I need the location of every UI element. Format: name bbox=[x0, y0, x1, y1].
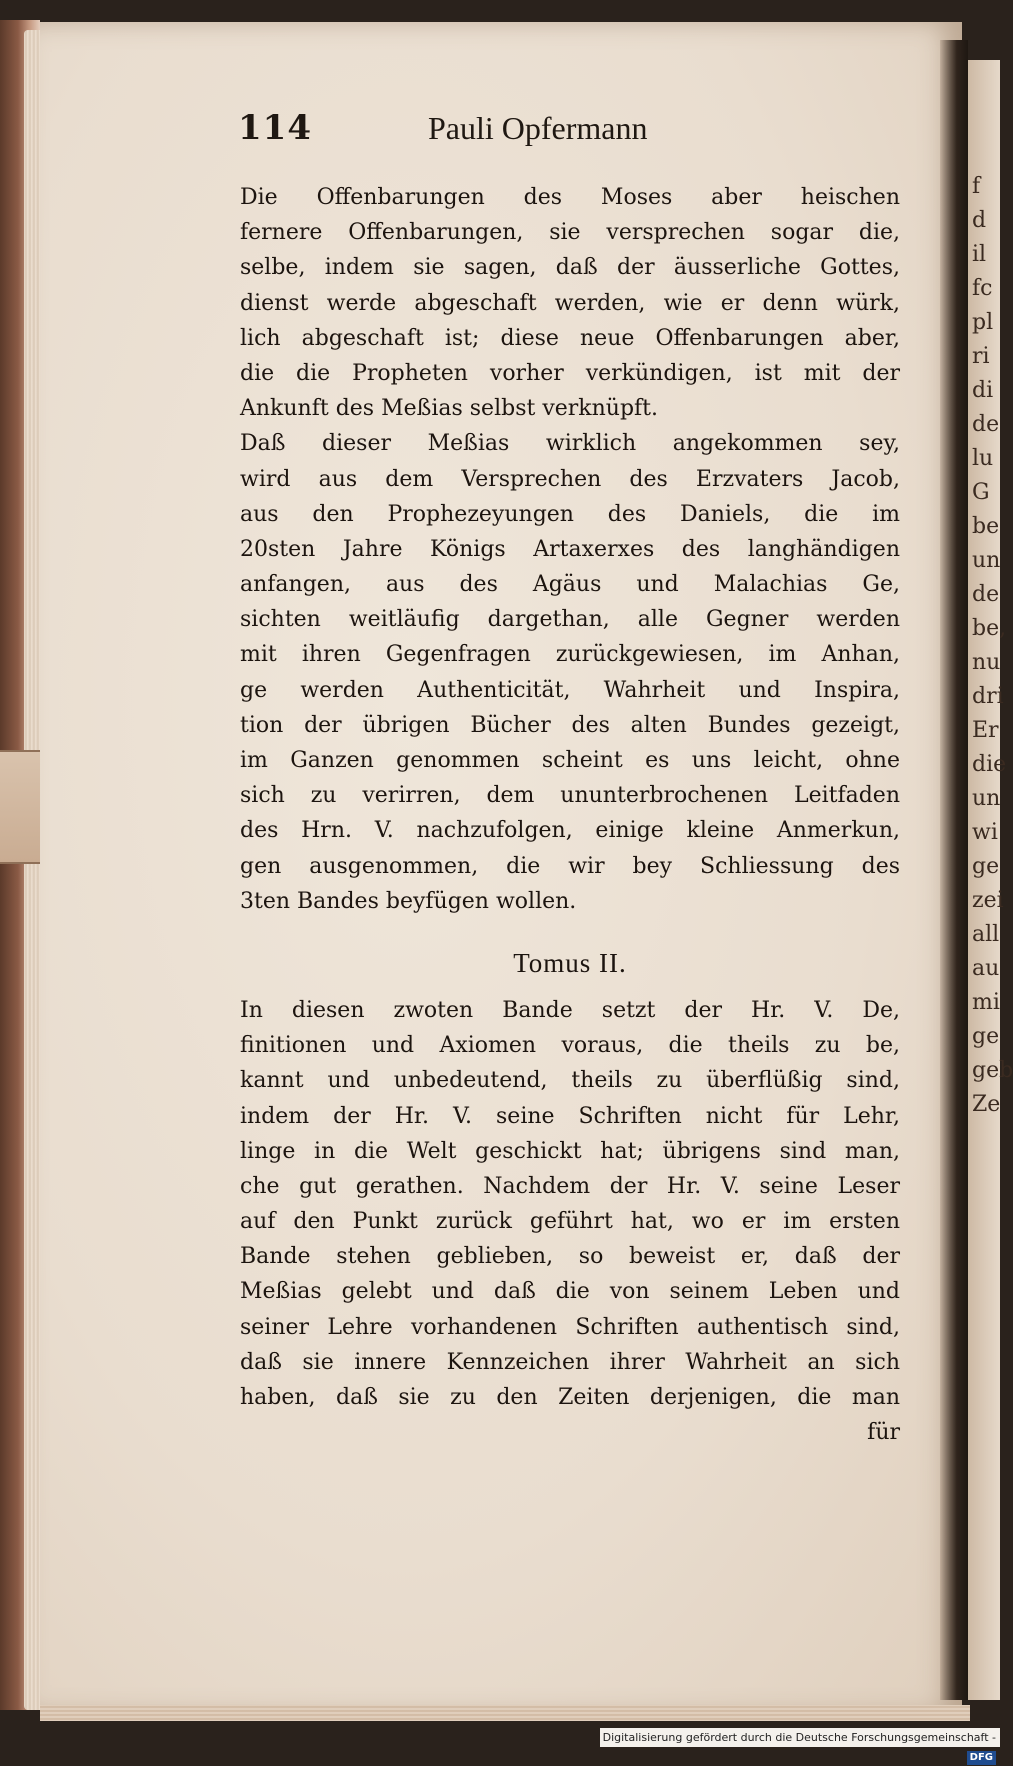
running-title: Pauli Opfermann bbox=[428, 110, 648, 146]
adjacent-page-fragment: dri bbox=[972, 684, 1004, 709]
adjacent-page-fragment: lu bbox=[972, 446, 994, 471]
text-line: kannt und unbedeutend, theils zu überflüßig sind, bbox=[240, 1068, 900, 1094]
main-text bbox=[240, 180, 900, 1450]
adjacent-page-fragment: d bbox=[972, 208, 987, 233]
page-edges-bottom bbox=[40, 1705, 970, 1721]
text-line: fernere Offenbarungen, sie versprechen sogar die, bbox=[240, 220, 900, 246]
text-line: daß sie innere Kennzeichen ihrer Wahrheit an sich bbox=[240, 1349, 900, 1375]
text-line: selbe, indem sie sagen, daß der äusserliche Gottes, bbox=[240, 255, 900, 281]
text-line: auf den Punkt zurück geführt hat, wo er im ersten bbox=[240, 1209, 900, 1235]
adjacent-page-fragment: all bbox=[972, 922, 1000, 947]
text-line: tion der übrigen Bücher des alten Bundes gezeigt, bbox=[240, 712, 900, 738]
text-line: Meßias gelebt und daß die von seinem Leben und bbox=[240, 1279, 900, 1305]
adjacent-page-fragment: geb bbox=[972, 1058, 1013, 1083]
adjacent-page-fragment: au bbox=[972, 956, 1000, 981]
paragraph-2 bbox=[240, 426, 900, 919]
paragraph-1 bbox=[240, 180, 900, 426]
section-heading: Tomus II. bbox=[513, 947, 627, 978]
text-line: In diesen zwoten Bande setzt der Hr. V. De, bbox=[240, 997, 900, 1023]
text-line: finitionen und Axiomen voraus, die theils zu be, bbox=[240, 1033, 900, 1059]
adjacent-page-text bbox=[968, 60, 1013, 1122]
adjacent-page-fragment: de bbox=[972, 412, 1000, 437]
text-line: Bande stehen geblieben, so beweist er, daß der bbox=[240, 1244, 900, 1270]
text-line: indem der Hr. V. seine Schriften nicht für Lehr, bbox=[240, 1103, 900, 1129]
adjacent-page-fragment: Ze bbox=[972, 1092, 1001, 1117]
footer-credit bbox=[600, 1728, 1000, 1763]
footer-credit-text: Digitalisierung gefördert durch die Deutsche Forschungsgemeinschaft - bbox=[602, 1731, 996, 1744]
text-line: seiner Lehre vorhandenen Schriften authentisch sind, bbox=[240, 1314, 900, 1340]
text-line: Daß dieser Meßias wirklich angekommen sey, bbox=[240, 431, 900, 457]
text-line: anfangen, aus des Agäus und Malachias Ge, bbox=[240, 572, 900, 598]
text-line: sich zu verirren, dem ununterbrochenen Leitfaden bbox=[240, 783, 900, 809]
adjacent-page-fragment: be, bbox=[972, 616, 1007, 641]
text-line: gen ausgenommen, die wir bey Schliessung des bbox=[240, 853, 900, 879]
paragraph-3 bbox=[240, 993, 900, 1415]
adjacent-page-fragment: die bbox=[972, 752, 1007, 777]
adjacent-page-fragment: f bbox=[972, 174, 981, 199]
adjacent-page-fragment: nu bbox=[972, 650, 1001, 675]
adjacent-page-edge bbox=[968, 60, 1013, 1700]
adjacent-page-fragment: il bbox=[972, 242, 987, 267]
text-line: wird aus dem Versprechen des Erzvaters Jacob, bbox=[240, 466, 900, 492]
adjacent-page-fragment: fc bbox=[972, 276, 993, 301]
adjacent-page-fragment: zei bbox=[972, 888, 1004, 913]
text-line: linge in die Welt geschickt hat; übrigens sind man, bbox=[240, 1138, 900, 1164]
text-line: che gut gerathen. Nachdem der Hr. V. seine Leser bbox=[240, 1173, 900, 1199]
text-line: dienst werde abgeschaft werden, wie er denn würk, bbox=[240, 290, 900, 316]
page-header bbox=[238, 108, 908, 158]
text-line: sichten weitläufig dargethan, alle Gegner werden bbox=[240, 607, 900, 633]
adjacent-page-fragment: un bbox=[972, 786, 1001, 811]
adjacent-page-fragment: be bbox=[972, 514, 1000, 539]
page-number: 114 bbox=[238, 108, 312, 148]
text-line: 20sten Jahre Königs Artaxerxes des langhändigen bbox=[240, 536, 900, 562]
text-line: 3ten Bandes beyfügen wollen. bbox=[240, 888, 577, 914]
dfg-logo: DFG bbox=[967, 1751, 996, 1765]
text-line: mit ihren Gegenfragen zurückgewiesen, im Anhan, bbox=[240, 642, 900, 668]
adjacent-page-fragment: ge bbox=[972, 854, 1000, 879]
adjacent-page-fragment: ri bbox=[972, 344, 990, 369]
text-line: Ankunft des Meßias selbst verknüpft. bbox=[240, 396, 659, 422]
adjacent-page-fragment: ge bbox=[972, 1024, 1000, 1049]
text-line: des Hrn. V. nachzufolgen, einige kleine Anmerkun, bbox=[240, 818, 900, 844]
text-line: ge werden Authenticität, Wahrheit und Inspira, bbox=[240, 677, 900, 703]
text-line: die die Propheten vorher verkündigen, ist mit der bbox=[240, 360, 900, 386]
adjacent-page-fragment: Er bbox=[972, 718, 999, 743]
adjacent-page-fragment: pl bbox=[972, 310, 994, 335]
text-line: haben, daß sie zu den Zeiten derjenigen, die man bbox=[240, 1385, 900, 1410]
adjacent-page-fragment: di bbox=[972, 378, 994, 403]
adjacent-page-fragment: de bbox=[972, 582, 1000, 607]
catchword: für bbox=[867, 1420, 900, 1446]
text-line: aus den Prophezeyungen des Daniels, die im bbox=[240, 501, 900, 527]
text-line: im Ganzen genommen scheint es uns leicht, ohne bbox=[240, 748, 900, 773]
text-line: Die Offenbarungen des Moses aber heischen bbox=[240, 185, 900, 210]
book-gutter bbox=[940, 40, 968, 1700]
adjacent-page-fragment: wi bbox=[972, 820, 998, 845]
text-line: lich abgeschaft ist; diese neue Offenbarungen aber, bbox=[240, 325, 900, 351]
adjacent-page-fragment: un bbox=[972, 548, 1001, 573]
adjacent-page-fragment: mi bbox=[972, 990, 1000, 1015]
adjacent-page-fragment: G bbox=[972, 480, 990, 505]
